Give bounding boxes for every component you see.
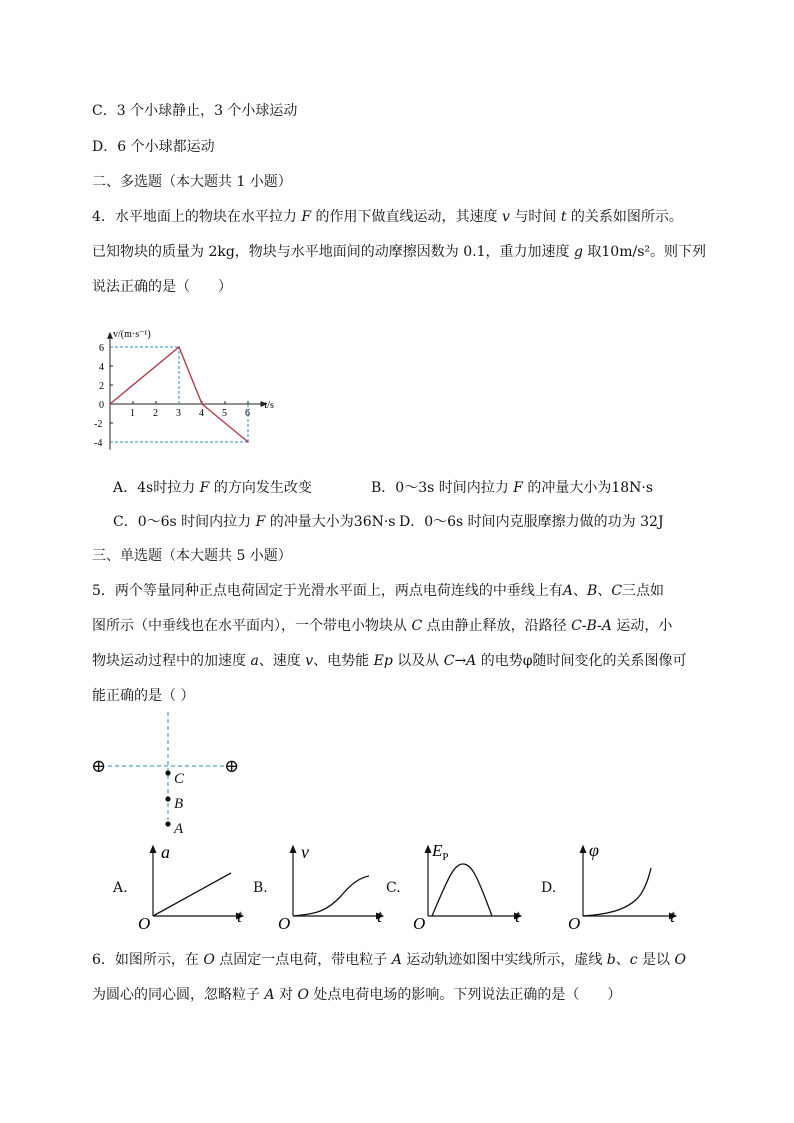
svg-text:O: O: [138, 914, 151, 930]
q6-stem-line1: 6．如图所示，在 O 点固定一点电荷，带电粒子 A 运动轨迹如图中实线所示，虚线 b、c 是以 O: [92, 952, 686, 968]
label-a: A: [174, 821, 184, 835]
positive-charge-left-icon: ⊕: [91, 756, 107, 776]
svg-text:t: t: [377, 906, 383, 926]
q5-stem-line3: 物块运动过程中的加速度 a、速度 v、电势能 Ep 以及从 C→A 的电势φ随时间变化的关系图像可: [92, 653, 687, 669]
option-letter: B.: [253, 880, 268, 896]
q5-stem-line2: 图所示（中垂线也在水平面内），一个带电小物块从 C 点由静止释放，沿路径 C-B-A 运动，小: [92, 618, 673, 634]
q6-stem-line2: 为圆心的同心圆，忽略粒子 A 对 O 处点电荷电场的影响。下列说法正确的是（ ）: [92, 987, 622, 1003]
svg-text:EP: $E_P$: [432, 841, 449, 863]
point-c: [165, 770, 170, 775]
data-point: [178, 346, 180, 348]
q4-stem-line2: 已知物块的质量为 2kg，物块与水平地面间的动摩擦因数为 0.1，重力加速度 g 取10m/s²。则下列: [92, 244, 706, 260]
charge-configuration-figure: [88, 710, 248, 835]
y-axis-label: v/(m·s⁻¹): [113, 328, 151, 340]
q5-stem-line1: 5．两个等量同种正点电荷固定于光滑水平面上，两点电荷连线的中垂线上有A、B、C三点如: [92, 583, 665, 599]
x-tick-label: 2: [153, 408, 158, 419]
q5-stem-line4: 能正确的是（ ）: [92, 688, 195, 704]
svg-text:a: a: [161, 842, 170, 862]
point-a: [165, 821, 170, 826]
x-tick-label: 5: [222, 408, 227, 419]
svg-text:O: O: [413, 914, 426, 930]
section-multi-choice-heading: 二、多选题（本大题共 1 小题）: [92, 174, 292, 190]
velocity-time-chart: [88, 310, 308, 460]
y-tick-label: -2: [94, 419, 103, 430]
svg-text:t: t: [670, 906, 676, 926]
option-letter: C.: [386, 880, 401, 896]
q4-option-a[interactable]: A．4s时拉力 F 的方向发生改变: [113, 480, 312, 496]
q4-stem-line3: 说法正确的是（ ）: [92, 279, 232, 295]
x-tick-label: 6: [245, 408, 250, 419]
q4-option-b[interactable]: B．0～3s 时间内拉力 F 的冲量大小为18N·s: [371, 480, 654, 496]
svg-text:t: t: [237, 906, 243, 926]
x-tick-label: 1: [130, 408, 135, 419]
svg-text:t: t: [515, 906, 521, 926]
option-letter: A.: [113, 880, 128, 896]
y-tick-label: 6: [99, 343, 104, 354]
q4-option-c[interactable]: C．0～6s 时间内拉力 F 的冲量大小为36N·s: [113, 514, 396, 530]
y-tick-label: 4: [99, 362, 104, 373]
svg-text:O: O: [568, 914, 581, 930]
x-axis-label: t/s: [264, 400, 274, 411]
y-tick-label: -4: [94, 438, 103, 449]
svg-text:φ: φ: [589, 840, 599, 860]
y-tick-label: 0: [99, 400, 104, 411]
data-point: [247, 441, 249, 443]
option-letter: D.: [541, 880, 557, 896]
q5-option-b[interactable]: [253, 838, 393, 930]
q3-option-d: D．6 个小球都运动: [92, 139, 215, 155]
label-c: C: [174, 771, 185, 787]
q4-option-d[interactable]: D．0～6s 时间内克服摩擦力做的功为 32J: [399, 514, 664, 530]
section-single-choice-heading: 三、单选题（本大题共 5 小题）: [92, 548, 292, 564]
data-point: [109, 403, 111, 405]
q3-option-c: C．3 个小球静止，3 个小球运动: [92, 103, 298, 119]
q4-stem-line1: 4．水平地面上的物块在水平拉力 F 的作用下做直线运动，其速度 v 与时间 t 的关系如图所示。: [92, 209, 683, 225]
x-tick-label: 3: [176, 408, 181, 419]
svg-text:O: O: [278, 914, 291, 930]
positive-charge-right-icon: ⊕: [224, 756, 240, 776]
q5-option-d[interactable]: [541, 838, 686, 930]
q5-option-a[interactable]: [113, 838, 253, 930]
label-b: B: [174, 796, 184, 812]
x-tick-label: 4: [199, 408, 204, 419]
y-tick-label: 2: [99, 381, 104, 392]
point-b: [165, 796, 170, 801]
data-point: [201, 403, 203, 405]
svg-text:v: v: [301, 842, 309, 862]
q5-option-c[interactable]: [386, 838, 531, 930]
